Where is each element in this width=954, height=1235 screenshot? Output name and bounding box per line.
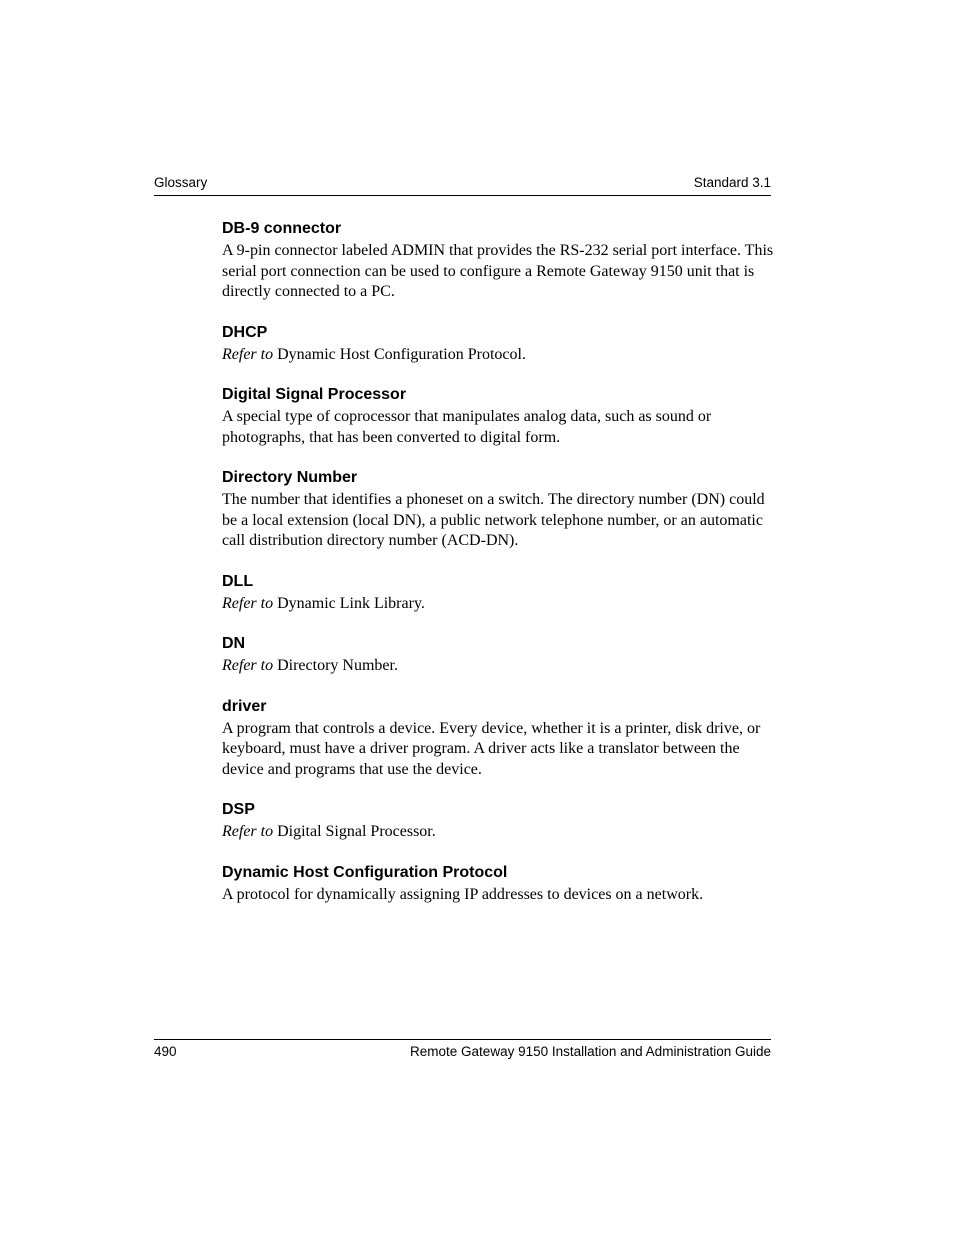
glossary-term: DB-9 connector [222,220,342,237]
glossary-entry [222,468,774,552]
definition-text: A special type of coprocessor that manipulates analog data, such as sound or photographs, that has been converted to digital form. [222,408,712,446]
glossary-term: Directory Number [222,469,358,486]
glossary-definition [222,656,774,677]
definition-text: A program that controls a device. Every device, whether it is a printer, disk drive, or keyboard, must have a driver program. A driver acts like a translator between the device and programs that use the device. [222,719,761,778]
glossary-definition [222,822,774,843]
glossary-definition [222,885,774,906]
book-title: Remote Gateway 9150 Installation and Administration Guide [410,1044,771,1059]
glossary-definition [222,490,774,552]
glossary-definition [222,594,774,615]
glossary-entry [222,323,774,366]
refer-to-label: Refer to [222,823,274,840]
header-section: Glossary [154,175,208,190]
glossary-term: DHCP [222,323,268,341]
refer-to-label: Refer to [222,657,274,674]
definition-text: Digital Signal Processor. [277,823,436,840]
page-number: 490 [154,1044,177,1059]
glossary-term: Dynamic Host Configuration Protocol [222,863,508,881]
definition-text: A 9-pin connector labeled ADMIN that provides the RS-232 serial port interface. This serial port connection can be used to configure a Remote Gateway 9150 unit that is directly connected to a PC. [222,242,774,300]
glossary-definition [222,345,774,366]
glossary-term: Digital Signal Processor [222,386,407,403]
glossary-content [222,219,774,925]
glossary-definition [222,241,774,303]
glossary-entry [222,863,774,906]
glossary-entry [222,800,774,843]
glossary-definition [222,407,774,448]
definition-text: Directory Number. [277,657,398,674]
header-version: Standard 3.1 [693,175,771,190]
page-footer [154,1039,771,1062]
definition-text: A protocol for dynamically assigning IP addresses to devices on a network. [222,885,704,903]
glossary-entry [222,385,774,448]
glossary-term: DLL [222,572,254,590]
definition-text: The number that identifies a phoneset on a switch. The directory number (DN) could be a local extension (local DN), a public network telephone number, or an automatic call distribution directory number (ACD-DN). [222,491,765,549]
glossary-entry [222,634,774,677]
glossary-term: DN [222,635,246,652]
glossary-entry [222,219,774,303]
glossary-definition [222,719,774,781]
glossary-term: driver [222,697,267,715]
glossary-entry [222,697,774,781]
refer-to-label: Refer to [222,345,274,363]
page-header [154,175,771,196]
definition-text: Dynamic Host Configuration Protocol. [277,345,526,363]
glossary-entry [222,572,774,615]
refer-to-label: Refer to [222,594,274,612]
definition-text: Dynamic Link Library. [277,594,425,612]
glossary-term: DSP [222,801,255,818]
